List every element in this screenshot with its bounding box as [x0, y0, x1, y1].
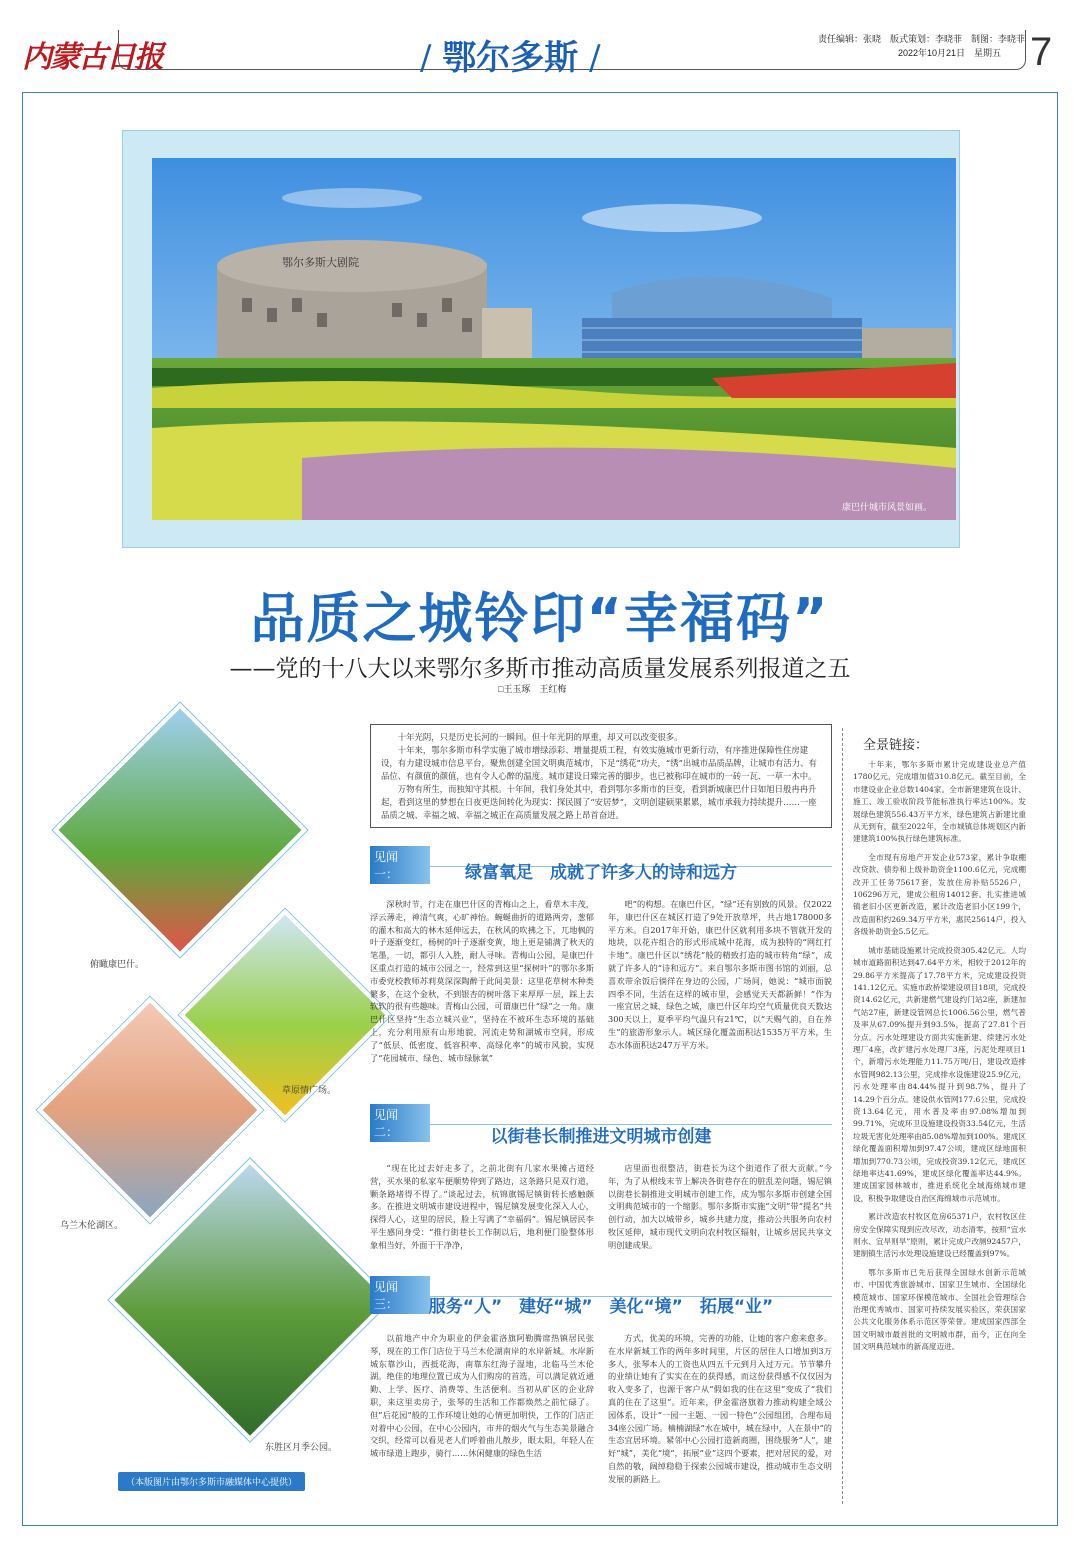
sidebar-para-2: 全市现有房地产开发企业573家，累计争取棚改贷款、债券和上级补助资金1100.6亿元，完成棚改开工任务75617套，发放住房补贴5526户，106296万元，建成公租房14012套。扎实推进城镇老旧小区更新改造，累计改造老旧小区199个，改造面积约269.34万平方米，惠民25614户，投入各级补助资金5.5亿元。: [853, 852, 1026, 937]
intro-para-1: 十年光阴，只是历史长河的一瞬间。但十年光阴的厚重，却又可以改变很多。: [397, 732, 683, 742]
section-2-col-1: “现在比过去好走多了，之前北街有几家水果摊占道经营，买水果的私家车便顺势停到了路边，这条路只是双行道，颗条路堵得不得了。”谈起过去，杭锦旗锡尼镇街转长感触颇多。在推进文明城市建设进程中，锡尼镇发展变化深入人心，探得人心，这里的居民，脸上写满了“幸福码”。锡尼镇居民李平生感同身受：“推行街巷长工作制以后，地利便门脸整体形象相当好，外面干干净净，: [370, 1163, 594, 1250]
masthead: [0, 0, 1080, 80]
intro-para-3: 万物有所生，而独知守其根。十年间，我们身处其中，看到鄂尔多斯市的巨变，看到新城康巴什日如旭日般冉冉升起，看到这里的梦想在日夜更迭间转化为现实：探民圆了“安居梦”，文明创建硕果累累，城市承载力持续提升……一座品质之城、幸福之城、幸福之城正在高质量发展之路上昂首奋进。: [381, 784, 817, 820]
section-title: / 鄂尔多斯 /: [420, 38, 601, 78]
section-3-col-1: 以前地产中介为职业的伊金霍洛旗阿勒腾席热镇居民张琴，现在的工作门店位于马兰木伦湖南岸的水岸新城。水岸新城东靠沙山，西抵花海，南靠东红海子湿地，北临马兰木伦湖。绝佳的地理位置已成为人们购房的首选，可以满足就近通勤、上学、医疗、消费等、生活便利。当初从矿区的企业辞职，来这里卖房子，张琴的生活和工作都焕然之前忙碌了。但”后花园”般的工作环境让她的心情更加明快，工作的门店正对着中心公园，在中心公园内，市井的烟火气与生态美景融合交织，经常可以看见老人们呼着曲儿散步，眼太阳，年轻人在城市绿道上跑步，骑行……休闲健康的绿色生活: [370, 1333, 594, 1459]
section-1-tag: 见闻一：: [370, 846, 430, 884]
sidebar-para-5: 鄂尔多斯市已先后获得全国绿水创新示范城市、中国优秀旅游城市、国家卫生城市、全国绿化模范城市、国家环保模范城市、全国社会管理综合治理优秀城市、国家可持续发展实验区，荣获国家公共文化服务体系示范区等荣誉。建成国家西部全国文明城市最首批的文明城市群，而今，正在向全国文明典范城市的新高度迈进。: [853, 1267, 1026, 1352]
headline: 品质之城铃印“幸福码”: [250, 587, 830, 650]
edition-credits: [818, 32, 1025, 60]
section-label: 鄂尔多斯: [442, 38, 579, 78]
section-3-body: [370, 1332, 832, 1508]
photo-credit-note: （本版图片由鄂尔多斯市融媒体中心提供）: [118, 1472, 305, 1491]
theatre-sign: 鄂尔多斯大剧院: [282, 256, 359, 269]
sidebar-para-3: 城市基础设施累计完成投资305.42亿元。人均城市道路面积达到47.64平方米，相较于2012年的29.86平方米提高了17.78平方米，完成建设投资141.12亿元。实施市政桥梁建设项目18项，完成投资14.62亿元，共新建燃气建设约门站2座，新建加气站27座，新建设管网总长1006.56公里，燃气普及率从67.09%提升到93.5%，提高了27.81个百分点。污水处理建设方面共实施新建、续建污水处理厂4座，改扩建污水处理厂3座，污泥处理项目1个，新增污水处理能力11.75万吨/日，建设改造排水管网982.13公里，完成排水设施建设25.9亿元，污水处理率由84.44%提升到98.7%，提升了14.29个百分点。建设供水管网177.6公里，完成投资13.64亿元，用水普及率由97.08%增加到99.71%，完成环卫设施建设投资33.54亿元，生活垃圾无害化处理率由85.08%增加到100%。建成区绿化覆盖面积增加到97.47公顷，建成区绿地面积增加到770.73公顷，完成投资39.12亿元，建成区绿地率达41.69%，建成区绿化覆盖率达44.9%。建成国家园林城市，推进系统化全域海绵城市建设，积极争取建设自治区海绵城市示范城市。: [853, 945, 1026, 1203]
section-3-header: [370, 1272, 832, 1317]
photo-caption: 康巴什城市风景如画。: [842, 503, 933, 513]
theatre-scene-illustration: [152, 158, 956, 520]
section-3-col-2: 方式，优美的环境，完善的功能，让她的客户愈来愈多。在水岸新城工作的两年多时间里，片区的居住人口增加到3万多人，张琴本人的工资也从四五千元到月入过万元。节节攀升的业绩让她有了实实在在的获得感，而这份获得感不仅仅因为收入变多了，也源于客户从“假如我的住在这里”变成了“我们真的住在了这里”。近年来，伊金霍洛旗着力推动构建全域公园体系，设计“一园一主题、一园一特色”公园组团，合理布局34座公园广场。楠楠湖绿“水在城中，城在绿中，人在景中”的生态宜居环境。紧邻中心公园打造新商圈，围绕服务“人”，建好“城”，美化“境”，拓展“业”这四个要素，把对居民的爱，对自然的敬，阔绰稳稳于探索公园城市建设，推动城市生态文明发展的新路上。: [608, 1333, 832, 1484]
section-1-col-1: 深秋时节，行走在康巴什区的青梅山之上，看草木丰茂，浮云薄走，神清气爽，心旷神怡。蜿蜒曲折的道路两旁，葱郁的灌木和高大的林木延伸远去，在秋风的吹拂之下，兀地枫的叶子逐渐变红，杨树的叶子逐渐变黄，地上更是铺满了秋天的笔墨，一切，都引人入胜，耐人寻味。青梅山公园，是康巴什区重点打造的城市公园之一，经常到这里“探树叶”的鄂尔多斯市委党校教师苏莉莫深深陶醉于此间美景：这里花草树木种类繁多，在这个金秋，不到银杏的树叶落下来厚厚一层，踩上去软软的很有些趣味。青梅山公园，可谓康巴什“绿”之一角。康巴什区坚持“生态立城兴业”，坚持在不被环生态环境的基础上，充分利用原有山形地貌，河流走势和湖城市空间，形成了“低层、低密度、低容积率、高绿化率”的城市风貌，实现了“花园城市、绿色、城市绿脉氧”: [370, 899, 594, 1063]
sidebar-para-1: 十年来，鄂尔多斯市累计完成建设业总产值1780亿元，完成增加值310.8亿元。截至目前，全市建设业企业总数1404家。全市新建建筑在设计、施工、竣工验收阶段节能标准执行率达100%。发展绿色建筑556.43万平方米，绿色建筑占新建比重从无到有，截至2022年，全市城镇总体规划区内新建建筑100%执行绿色建筑标准。: [853, 760, 1026, 844]
photo-collage: [30, 700, 370, 1500]
caption-rose-park: 东胜区月季公园。: [265, 1443, 338, 1453]
subheadline: ——党的十八大以来鄂尔多斯市推动高质量发展系列报道之五: [229, 656, 851, 682]
section-2-header: [370, 1100, 832, 1147]
caption-grassland-square: 草原情广场。: [282, 1086, 337, 1096]
hero-photo: [152, 158, 956, 520]
intro-para-2: 十年来，鄂尔多斯市科学实施了城市增绿添彩、增量提质工程，有效实施城市更新行动，有序推进保障性住房建设，有力建设城市信息平台，聚焦创建全国文明典范城市，下足“绣花”功夫，“绣”出城市品质品牌，让城市有活力、有品位、有颜值的颜值，也有令人心醉的温度。城市建设日臻完善的脚步，也已被称印在城市的一砖一瓦、一草一木中。: [381, 745, 817, 781]
sidebar-title: 全景链接：: [863, 738, 929, 753]
section-2-col-2: 店里面也很整洁，街巷长为这个街道作了很大贡献。”今年，为了从根线末节上解决各街巷存在的脏乱差问题，锡尼镇以街巷长制推进文明城市创建工作，成为鄂尔多斯市创建全国文明典范城市的一个缩影。鄂尔多斯市实施“文明”带“提名”共创行动，加大以城带乡，城乡共建力度，推动公共服务向农村牧区延伸，城市现代文明向农村牧区辐射，让城乡居民共享文明创建成果。: [608, 1163, 832, 1250]
section-1-title: 绿富氧足 成就了许多人的诗和远方: [465, 863, 737, 883]
sidebar-panorama: [842, 728, 1032, 1504]
page-number: 7: [1030, 30, 1053, 74]
byline: □王玉琢 王红梅: [498, 684, 567, 694]
section-1-col-2: 吧”的构想。在康巴什区，“绿”还有别致的风景。仅2022年，康巴什区在城区打造了9处开放草坪，共占地178000多平方米。自2017年开始，康巴什区就利用多块不管就开发的地块，以花卉组合的形式形成城中花海，成为独特的“网红打卡地”。康巴什区以“绣花”般的精致打造的城市转角“绿”，成就了许多人的“诗和远方”。来自鄂尔多斯市图书馆的刘丽，总喜欢带余饭后徜徉在身边的公园，广场间，她说：“城市面貌四季不同，生活在这样的城市里，会感觉天天都新鲜！”作为一座宜居之城、绿色之城，康巴什区年均空气质量优良天数达300天以上，夏季平均气温只有21℃，以“天赐气韵，自在养生”的旅游形象示人。城区绿化覆盖面积达1535万平方米，生态水体面积达247万平方米。: [608, 899, 832, 1050]
section-3-title: 服务“人” 建好“城” 美化“境” 拓展“业”: [428, 1297, 774, 1317]
photo-kangbashi: [53, 703, 308, 958]
credits-date: 2022年10月21日 星期五: [898, 48, 1002, 58]
section-1-body: [370, 898, 832, 1086]
credits-editors: 责任编辑：张晓 版式策划：李晓菲 制图：李晓菲: [818, 34, 1026, 44]
section-1-header: [370, 842, 832, 883]
newspaper-logo: 内蒙古日报: [22, 40, 162, 75]
section-3-tag: 见闻三：: [370, 1276, 430, 1314]
section-2-tag: 见闻二：: [370, 1104, 430, 1142]
section-2-title: 以街巷长制推进文明城市创建: [490, 1127, 712, 1147]
caption-wulanmulun-lake: 乌兰木伦湖区。: [60, 1221, 124, 1231]
caption-kangbashi: 俯瞰康巴什。: [90, 960, 145, 970]
intro-box: [370, 724, 832, 828]
section-2-body: [370, 1162, 832, 1262]
sidebar-para-4: 累计改造农村牧区危房65371户，农村牧区住房安全保障实现到应改尽改，动态清零，按照“宜水则水、宜旱则旱”原则，累计完成户改厕92457户，建制镇生活污水处理设施建设已经覆盖到97%。: [853, 1212, 1026, 1259]
